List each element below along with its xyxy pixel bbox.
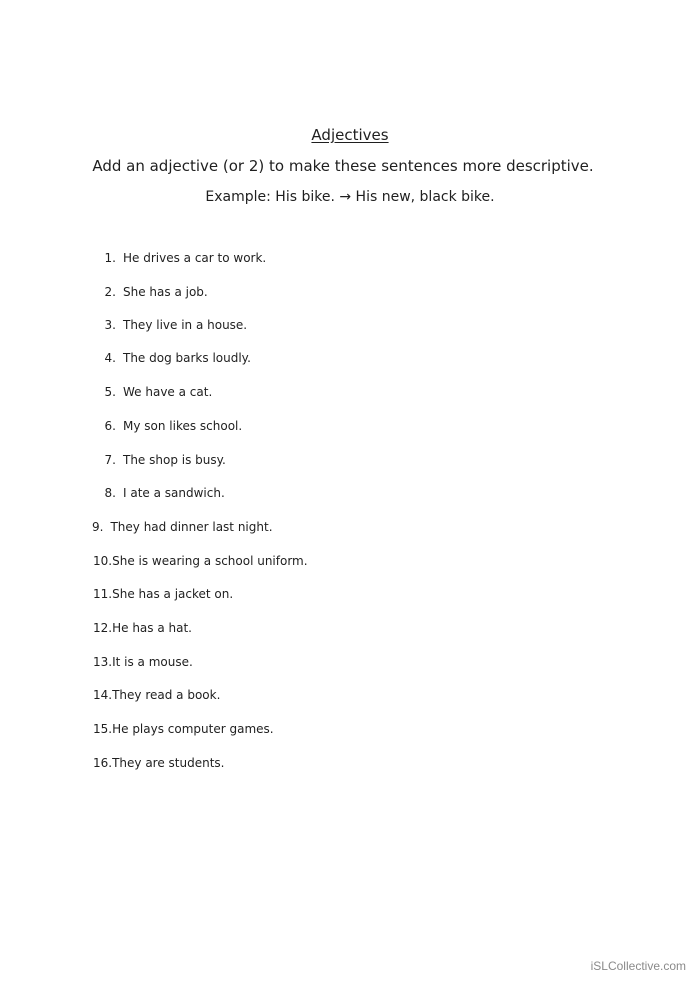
list-item [0,315,247,335]
example-line [0,189,700,205]
item-number: 15. [93,722,113,736]
item-sentence: She is wearing a school uniform. [112,554,308,568]
item-sentence: They are students. [112,756,225,770]
example-prefix: Example: His bike. [205,189,335,205]
item-sentence: It is a mouse. [112,655,193,669]
item-number: 2. [104,285,116,299]
item-number: 7. [104,453,116,467]
list-item [0,282,208,302]
item-number: 6. [104,419,116,433]
site-watermark: iSLCollective.com [590,959,686,973]
item-sentence: I ate a sandwich. [123,486,225,500]
item-number: 9. [92,520,104,534]
list-item [0,517,273,537]
list-item [0,450,226,470]
item-sentence: They read a book. [112,688,221,702]
item-sentence: The dog barks loudly. [123,351,251,365]
item-sentence: We have a cat. [123,385,213,399]
item-sentence: He drives a car to work. [123,251,267,265]
list-item [0,652,193,672]
list-item [0,618,192,638]
item-sentence: They had dinner last night. [110,520,273,534]
example-suffix: His new, black bike. [355,189,495,205]
item-number: 13. [93,655,113,669]
arrow-icon: → [339,189,352,205]
item-number: 3. [104,318,116,332]
item-sentence: He has a hat. [112,621,192,635]
item-sentence: My son likes school. [123,419,243,433]
list-item [0,248,266,268]
list-item [0,753,225,773]
item-sentence: She has a jacket on. [112,587,234,601]
item-number: 10. [93,554,113,568]
list-item [0,719,274,739]
list-item [0,348,251,368]
item-number: 4. [104,351,116,365]
item-sentence: The shop is busy. [123,453,226,467]
list-item [0,584,233,604]
item-number: 12. [93,621,113,635]
list-item [0,382,212,402]
list-item [0,483,225,503]
item-number: 11. [93,587,113,601]
item-number: 16. [93,756,113,770]
item-sentence: She has a job. [123,285,208,299]
item-number: 1. [104,251,116,265]
item-number: 5. [104,385,116,399]
list-item [0,551,308,571]
item-number: 14. [93,688,113,702]
item-number: 8. [104,486,116,500]
item-sentence: He plays computer games. [112,722,274,736]
list-item [0,416,242,436]
list-item [0,685,220,705]
item-sentence: They live in a house. [123,318,248,332]
worksheet-title: Adjectives [311,126,389,144]
instruction-text: Add an adjective (or 2) to make these sentences more descriptive. [92,157,594,175]
